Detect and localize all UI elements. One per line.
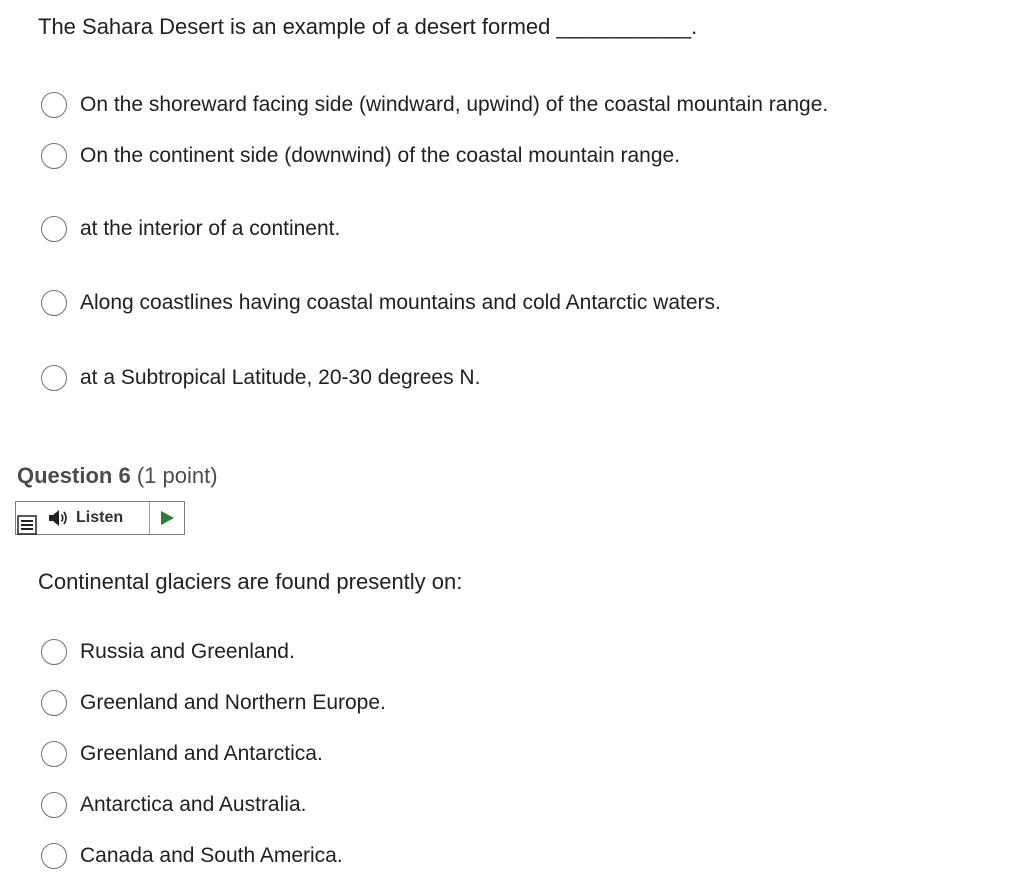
q6-option-5[interactable] bbox=[41, 841, 343, 871]
radio-button[interactable] bbox=[41, 741, 67, 767]
option-label: at the interior of a continent. bbox=[80, 217, 341, 240]
listen-button[interactable] bbox=[38, 502, 150, 534]
question-label: Question 6 bbox=[17, 463, 131, 488]
radio-button[interactable] bbox=[41, 690, 67, 716]
option-label: On the continent side (downwind) of the coastal mountain range. bbox=[80, 144, 681, 167]
q5-option-5[interactable] bbox=[41, 363, 480, 393]
listen-toolbar bbox=[15, 501, 185, 535]
radio-button[interactable] bbox=[41, 143, 67, 169]
option-label: On the shoreward facing side (windward, upwind) of the coastal mountain range. bbox=[80, 93, 829, 116]
option-label: at a Subtropical Latitude, 20-30 degrees N. bbox=[80, 366, 481, 389]
q6-option-1[interactable] bbox=[41, 637, 295, 667]
radio-button[interactable] bbox=[41, 290, 67, 316]
menu-icon[interactable] bbox=[16, 502, 38, 534]
option-label: Canada and South America. bbox=[80, 844, 343, 867]
radio-button[interactable] bbox=[41, 216, 67, 242]
question-6-header bbox=[17, 461, 218, 491]
q6-option-3[interactable] bbox=[41, 739, 323, 769]
option-label: Greenland and Northern Europe. bbox=[80, 691, 386, 714]
option-label: Along coastlines having coastal mountains and cold Antarctic waters. bbox=[80, 291, 721, 314]
q6-option-4[interactable] bbox=[41, 790, 306, 820]
option-label: Antarctica and Australia. bbox=[80, 793, 307, 816]
q5-option-3[interactable] bbox=[41, 214, 340, 244]
listen-label: Listen bbox=[76, 509, 124, 526]
option-label: Russia and Greenland. bbox=[80, 640, 295, 663]
play-icon bbox=[159, 510, 175, 526]
question-6-text: Continental glaciers are found presently on: bbox=[38, 569, 463, 594]
play-button[interactable] bbox=[150, 502, 184, 534]
q5-option-1[interactable] bbox=[41, 90, 828, 120]
option-label: Greenland and Antarctica. bbox=[80, 742, 323, 765]
radio-button[interactable] bbox=[41, 792, 67, 818]
radio-button[interactable] bbox=[41, 639, 67, 665]
question-5-text: The Sahara Desert is an example of a desert formed ___________. bbox=[38, 14, 698, 39]
question-points: (1 point) bbox=[136, 463, 218, 488]
q5-option-4[interactable] bbox=[41, 288, 721, 318]
radio-button[interactable] bbox=[41, 92, 67, 118]
q5-option-2[interactable] bbox=[41, 141, 680, 171]
radio-button[interactable] bbox=[41, 365, 67, 391]
radio-button[interactable] bbox=[41, 843, 67, 869]
speaker-icon bbox=[47, 509, 69, 527]
q6-option-2[interactable] bbox=[41, 688, 386, 718]
